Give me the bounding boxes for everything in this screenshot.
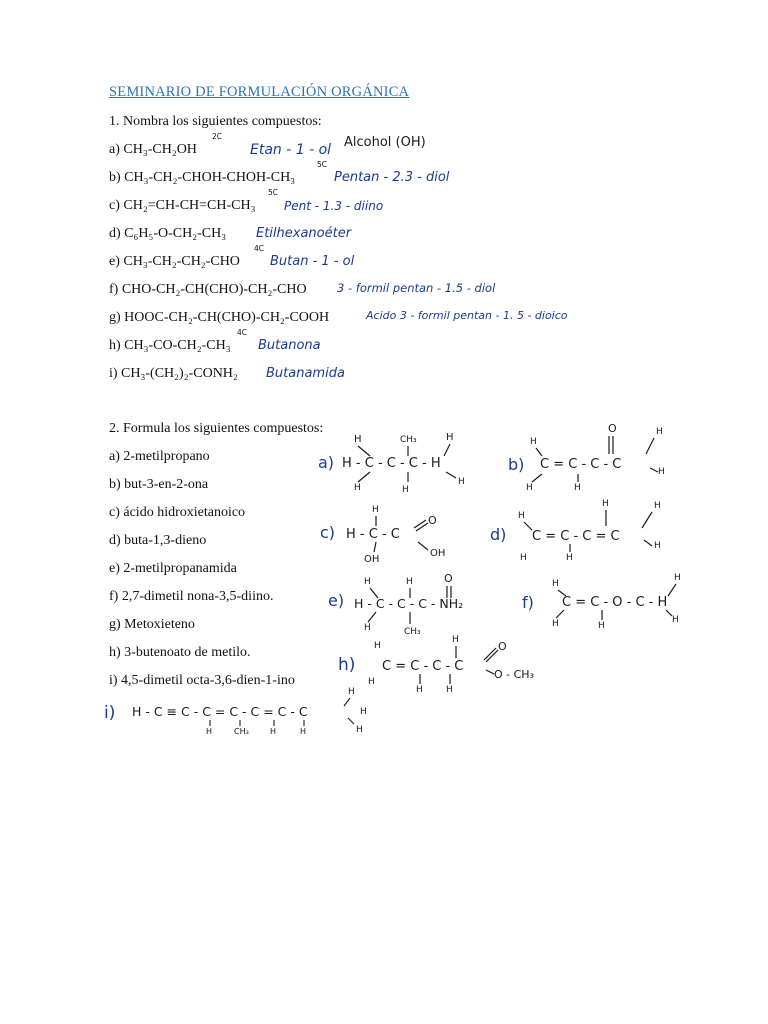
structure-e-top-3: O <box>444 572 453 585</box>
structure-d-label: d) <box>490 525 507 544</box>
structure-b-bottom-2: H <box>574 483 581 493</box>
s1-item-f: f) CHO-CH₂-CH(CHO)-CH₂-CHO <box>109 282 307 297</box>
structure-c-bottom-2: OH <box>430 548 446 559</box>
structure-f-top-1: H <box>552 579 559 589</box>
structure-c-top-2: O <box>428 514 437 527</box>
structure-b-top-1: H <box>530 437 537 447</box>
structure-b-bottom-1: H <box>526 483 533 493</box>
s1-answer-c: Pent - 1.3 - diino <box>284 199 384 213</box>
structure-i-bottom-2: CH₃ <box>234 727 249 736</box>
s1-answer-h: Butanona <box>258 338 321 353</box>
structure-a-bottom-1: H <box>354 483 361 493</box>
structure-f-bottom-2: H <box>598 621 605 631</box>
s1-note-c: 5C <box>268 188 279 197</box>
s1-note-b: 5C <box>317 160 328 169</box>
structure-f <box>520 566 700 636</box>
s1-answer-f: 3 - formil pentan - 1.5 - diol <box>337 281 496 295</box>
structure-e-chain: H - C - C - C - NH₂ <box>354 596 464 611</box>
structure-a-bottom-3: H <box>458 477 465 487</box>
structure-c-bottom-1: OH <box>364 554 380 565</box>
s1-item-b: b) CH₃-CH₂-CHOH-CHOH-CH₃ <box>109 170 296 185</box>
s2-item-d: d) buta-1,3-dieno <box>109 533 207 548</box>
structure-f-bottom-3: H <box>672 615 679 625</box>
structure-a-chain: H - C - C - C - H <box>342 456 441 471</box>
structure-h-bottom-3: H <box>446 685 453 695</box>
s2-item-i: i) 4,5-dimetil octa-3,6-dien-1-ino <box>109 673 295 688</box>
s1-answer-e: Butan - 1 - ol <box>270 254 355 269</box>
structure-d-top-3: H <box>654 501 661 511</box>
structure-e-label: e) <box>328 591 345 610</box>
structure-i <box>104 684 394 740</box>
structure-b-bottom-3: H <box>658 467 665 477</box>
s1-answer-b: Pentan - 2.3 - diol <box>334 170 450 185</box>
structure-b-chain: C = C - C - C <box>540 457 622 472</box>
structure-i-top-1: H <box>348 687 355 697</box>
structure-a-top-1: H <box>354 434 362 445</box>
structure-i-bottom-4: H <box>300 727 307 736</box>
structure-h-bottom-1: H <box>368 677 375 687</box>
structure-d-top-1: H <box>518 511 525 521</box>
structure-c-top-1: H <box>372 505 379 515</box>
s1-note-h: 4C <box>237 328 248 337</box>
structure-i-end-2: H <box>356 725 363 735</box>
s1-answer-d: Etilhexanoéter <box>256 226 352 241</box>
structure-b-label: b) <box>508 455 525 474</box>
structure-a-top-2: CH₃ <box>400 435 417 445</box>
s1-note-e: 4C <box>254 244 265 253</box>
s2-item-h: h) 3-butenoato de metilo. <box>109 645 251 660</box>
structure-b-top-2: O <box>608 422 617 435</box>
structure-d-bottom-3: H <box>654 541 661 551</box>
structure-e-bottom-2: CH₃ <box>404 627 421 637</box>
structure-d-chain: C = C - C = C <box>532 529 620 544</box>
structure-h-tail: O - CH₃ <box>494 668 534 681</box>
s1-item-e: e) CH₃-CH₂-CH₂-CHO <box>109 254 240 269</box>
structure-e-bottom-1: H <box>364 623 371 633</box>
structure-c <box>318 500 458 570</box>
structure-a <box>316 430 476 500</box>
structure-f-bottom-1: H <box>552 619 559 629</box>
structure-h-top-1: H <box>374 641 381 651</box>
section1-heading: 1. Nombra los siguientes compuestos: <box>109 114 322 129</box>
structure-f-top-2: H <box>674 573 681 583</box>
s1-answer-i: Butanamida <box>266 366 345 381</box>
s1-item-a: a) CH₃-CH₂OH <box>109 142 197 157</box>
structure-c-chain: H - C - C <box>346 527 400 542</box>
s2-item-e: e) 2-metilpropanamida <box>109 561 237 576</box>
structure-i-label: i) <box>104 703 116 723</box>
structure-a-top-3: H <box>446 432 454 443</box>
s1-item-h: h) CH₃-CO-CH₂-CH₃ <box>109 338 231 353</box>
structure-h-top-2: H <box>452 635 459 645</box>
s1-item-c: c) CH₂=CH-CH=CH-CH₃ <box>109 198 256 213</box>
s2-item-f: f) 2,7-dimetil nona-3,5-diino. <box>109 589 274 604</box>
section2-heading: 2. Formula los siguientes compuestos: <box>109 421 324 436</box>
structure-f-chain: C = C - O - C - H <box>562 595 668 610</box>
structure-h-top-3: O <box>498 640 507 653</box>
s1-note-a: 2C <box>212 132 223 141</box>
structure-i-chain: H - C ≡ C - C = C - C = C - C <box>132 704 308 719</box>
structure-d-top-2: H <box>602 499 609 509</box>
structure-h-label: h) <box>338 655 356 675</box>
structure-a-label: a) <box>318 453 335 472</box>
structure-h-bottom-2: H <box>416 685 423 695</box>
structure-h-chain: C = C - C - C <box>382 659 464 674</box>
s1-answer-g: Acido 3 - formil pentan - 1. 5 - dioico <box>366 309 568 322</box>
structure-d-bottom-1: H <box>520 553 527 563</box>
s2-item-g: g) Metoxieteno <box>109 617 195 632</box>
s1-answer-a: Etan - 1 - ol <box>250 142 332 158</box>
s1-item-d: d) C₆H₅-O-CH₂-CH₃ <box>109 226 227 241</box>
s1-extra-a: Alcohol (OH) <box>344 135 426 150</box>
structure-i-end-1: H <box>360 707 367 717</box>
structure-e-top-1: H <box>364 577 371 587</box>
structure-b-top-3: H <box>656 427 663 437</box>
s2-item-b: b) but-3-en-2-ona <box>109 477 209 492</box>
s2-item-a: a) 2-metilpropano <box>109 449 210 464</box>
structure-i-bottom-3: H <box>270 727 277 736</box>
s1-item-g: g) HOOC-CH₂-CH(CHO)-CH₂-COOH <box>109 310 330 325</box>
structure-d-bottom-2: H <box>566 553 573 563</box>
page-title: SEMINARIO DE FORMULACIÓN ORGÁNICA <box>109 84 410 100</box>
structure-e <box>326 570 506 640</box>
structure-a-bottom-2: H <box>402 485 409 495</box>
structure-e-top-2: H <box>406 577 413 587</box>
s2-item-c: c) ácido hidroxietanoico <box>109 505 246 520</box>
s1-item-i: i) CH₃-(CH₂)₂-CONH₂ <box>109 366 238 381</box>
structure-b <box>506 418 676 498</box>
structure-f-label: f) <box>522 593 534 612</box>
structure-i-bottom-1: H <box>206 727 213 736</box>
structure-c-label: c) <box>320 523 336 542</box>
structure-d <box>490 494 670 564</box>
